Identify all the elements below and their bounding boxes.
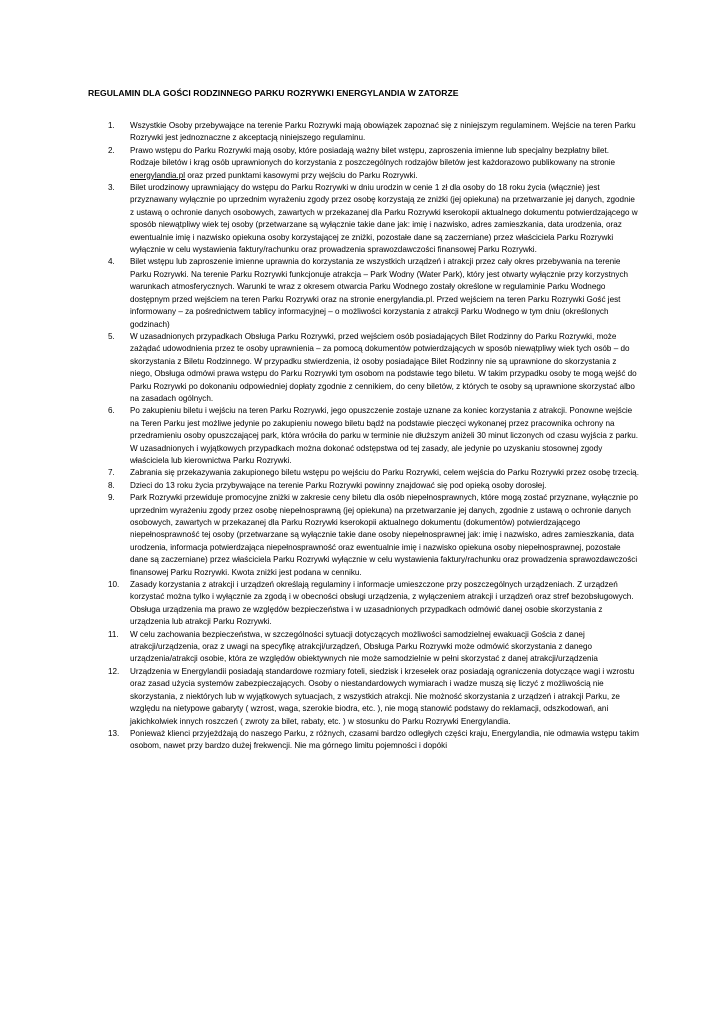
item-text: oraz przed punktami kasowymi przy wejściu do Parku Rozrywki.: [185, 170, 418, 180]
item-text: Dzieci do 13 roku życia przybywające na terenie Parku Rozrywki powinny znajdować się pod opieką osoby dorosłej.: [130, 480, 547, 490]
item-number: 9.: [108, 493, 115, 503]
item-number: 6.: [108, 406, 115, 416]
list-item: [88, 145, 640, 182]
document-title: REGULAMIN DLA GOŚCI RODZINNEGO PARKU ROZRYWKI ENERGYLANDIA W ZATORZE: [88, 88, 459, 98]
list-item: [88, 579, 640, 629]
item-number: 12.: [108, 666, 120, 676]
item-number: 13.: [108, 728, 120, 738]
list-item: [88, 331, 640, 405]
list-item: [88, 480, 640, 492]
item-text: W celu zachowania bezpieczeństwa, w szczególności sytuacji dotyczących możliwości samodzielnej ewakuacji Gościa z danej atrakcji/urządzenia, oraz z uwagi na specyfikę atrakcji/urządzeń, Obsługa Parku Rozrywki może odmówić skorzystania z danego urządzenia/atrakcji osobie, która ze względów obiektywnych nie może samodzielnie w pełni skorzystać z danej atrakcji/urządzenia: [130, 629, 598, 664]
rules-list: [88, 120, 640, 753]
website-link[interactable]: energylandia.pl: [130, 170, 186, 180]
item-number: 4.: [108, 257, 115, 267]
list-item: [88, 256, 640, 330]
item-text: Bilet urodzinowy uprawniający do wstępu do Parku Rozrywki w dniu urodzin w cenie 1 zł dla osoby do 18 roku życia (włącznie) jest przyznawany wyłącznie po uprzednim wyrażeniu zgody przez osobę korzystają ze zniżki (jej opiekuna) na przetwarzanie jej danych, zgodnie z ustawą o ochronie danych osobowych, zawartych w przekazanej dla Parku Rozrywki kserokopii aktualnego dokumentu potwierdzającego w sposób niewątpliwy wiek tej osoby (przetwarzane są wyłącznie takie dane jak: imię i nazwisko, adres zamieszkania, data urodzenia, oraz ewentualnie imię i nazwisko opiekuna osoby korzystającej ze zniżki, pozostałe dane są zaczerniane) przez właściciela Parku Rozrywki wyłącznie w celu wystawienia faktury/rachunku oraz prowadzenia sprawozdawczości finansowej Parku Rozrywki.: [130, 183, 638, 255]
list-item: [88, 120, 640, 145]
item-number: 8.: [108, 480, 115, 490]
item-text: W uzasadnionych przypadkach Obsługa Parku Rozrywki, przed wejściem osób posiadających Bilet Rodzinny do Parku Rozrywki, może zażądać udowodnienia przez te osoby uprawnienia – za pomocą dokumentów potwierdzających w sposób niewątpliwy wiek tych osób – do skorzystania z Biletu Rodzinnego. W przypadku stwierdzenia, iż osoby posiadające Bilet Rodzinny nie są uprawnione do skorzystania z niego, Obsługa odmówi prawa wstępu do Parku Rozrywki tym osobom na podstawie tego biletu. W takim przypadku osoby te mogą wejść do Parku Rozrywki po dokonaniu odpowiedniej dopłaty zgodnie z cennikiem, do ceny biletów, z których te osoby są uprawnione skorzystać albo na zasadach ogólnych.: [130, 331, 637, 403]
list-item: [88, 467, 640, 479]
item-number: 11.: [108, 629, 119, 639]
list-item: [88, 405, 640, 467]
item-text: Urządzenia w Energylandii posiadają standardowe rozmiary foteli, siedzisk i krzesełek oraz posiadają ograniczenia dotyczące wagi i wzrostu oraz zasad użycia systemów zabezpieczających. Osoby o niestandardowych wymiarach i wadze muszą się liczyć z możliwością nie skorzystania, z niektórych lub w wyjątkowych sytuacjach, z wszystkich atrakcji. Nie możność skorzystania z urządzeń i atrakcji Parku, ze względu na nietypowe gabaryty ( wzrost, waga, szerokie biodra, etc. ), nie mogą stanowić podstawy do reklamacji, odszkodowań, ani jakichkolwiek innych roszczeń ( zwroty za bilet, rabaty, etc. ) w stosunku do Parku Rozrywki Energylandia.: [130, 666, 635, 726]
list-item: [88, 728, 640, 753]
item-text: Wszystkie Osoby przebywające na terenie Parku Rozrywki mają obowiązek zapoznać się z niniejszym regulaminem. Wejście na teren Parku Rozrywki jest jednoznaczne z akceptacją niniejszego regulaminu.: [130, 121, 636, 143]
list-item: [88, 666, 640, 728]
item-number: 7.: [108, 468, 115, 478]
item-text: Bilet wstępu lub zaproszenie imienne uprawnia do korzystania ze wszystkich urządzeń i atrakcji przez cały okres przebywania na terenie Parku Rozrywki. Na terenie Parku Rozrywki funkcjonuje atrakcja – Park Wodny (Water Park), który jest otwarty wyłącznie przy korzystnych warunkach atmosferycznych. Warunki te wraz z okresem otwarcia Parku Wodnego zostały określone w regulaminie Parku Wodnego dostępnym przed wejściem na teren Parku Rozrywki oraz na stronie energylandia.pl. Przed wejściem na teren Parku Rozrywki Gość jest informowany – za pośrednictwem tablicy informacyjnej – o możliwości korzystania z atrakcji Parku Wodnego w tym dniu (określonych godzinach): [130, 257, 629, 329]
item-text: Po zakupieniu biletu i wejściu na teren Parku Rozrywki, jego opuszczenie zostaje uznane za koniec korzystania z atrakcji. Ponowne wejście na Teren Parku jest możliwe jedynie po zakupieniu nowego biletu bądź na podstawie pieczęci wykonanej przez pracownika ochrony na przedramieniu osoby opuszczającej park, która wróciła do parku w terminie nie dłuższym aniżeli 30 minut liczonych od czasu wyjścia z parku. W uzasadnionych i wyjątkowych przypadkach można dokonać odstępstwa od tej zasady, ale jedynie po uzyskaniu stosownej zgody właściciela lub kierownictwa Parku Rozrywki.: [130, 406, 639, 465]
list-item: [88, 182, 640, 256]
item-number: 10.: [108, 580, 120, 590]
list-item: [88, 492, 640, 579]
item-number: 3.: [108, 183, 115, 193]
item-number: 1.: [108, 121, 115, 130]
item-text: Park Rozrywki przewiduje promocyjne zniżki w zakresie ceny biletu dla osób niepełnosprawnych, które mogą zostać przyznane, wyłącznie po uprzednim wyrażeniu zgody przez osobę niepełnosprawną (jej opiekuna) na przetwarzanie jej danych, zgodnie z ustawą o ochronie danych osobowych, zawartych w przekazanej dla Parku Rozrywki kserokopii aktualnego dokumentu (dokumentów) potwierdzającego niepełnosprawność tej osoby (przetwarzane są wyłącznie takie dane osoby niepełnosprawnej jak: imię i nazwisko, adres zamieszkania, data urodzenia, informacja potwierdzająca niepełnosprawność oraz ewentualnie imię i nazwisko opiekuna osoby niepełnosprawnej, pozostałe dane są zaczerniane) przez właściciela Parku Rozrywki wyłącznie w celu wystawienia faktury/rachunku oraz prowadzenia sprawozdawczości finansowej Parku Rozrywki. Kwota zniżki jest podana w cenniku.: [130, 493, 639, 577]
item-text: Ponieważ klienci przyjeżdżają do naszego Parku, z różnych, czasami bardzo odległych części kraju, Energylandia, nie odmawia wstępu takim osobom, nawet przy bardzo dużej frekwencji. Nie ma górnego limitu pojemności i dopóki: [130, 728, 639, 751]
list-item: [88, 629, 640, 666]
item-text: Zasady korzystania z atrakcji i urządzeń określają regulaminy i informacje umieszczone przy poszczególnych urządzeniach. Z urządzeń korzystać można tylko i wyłącznie za zgodą i w obecności obsługi urządzenia, z wyłączeniem atrakcji i urządzeń oraz stref bezobsługowych. Obsługa urządzenia ma prawo ze względów bezpieczeństwa i w uzasadnionych przypadkach odmówić danej osobie skorzystania z urządzenia lub atrakcji Parku Rozrywki.: [130, 580, 634, 627]
item-text: Prawo wstępu do Parku Rozrywki mają osoby, które posiadają ważny bilet wstępu, zaproszenia imienne lub specjalny bezpłatny bilet. Rodzaje biletów i krąg osób uprawnionych do korzystania z poszczególnych rodzajów biletów jest każdorazowo publikowany na stronie: [130, 145, 616, 168]
item-number: 2.: [108, 145, 115, 155]
item-text: Zabrania się przekazywania zakupionego biletu wstępu po wejściu do Parku Rozrywki, celem wejścia do Parku Rozrywki przez osobę trzecią.: [130, 468, 639, 478]
item-number: 5.: [108, 331, 115, 341]
